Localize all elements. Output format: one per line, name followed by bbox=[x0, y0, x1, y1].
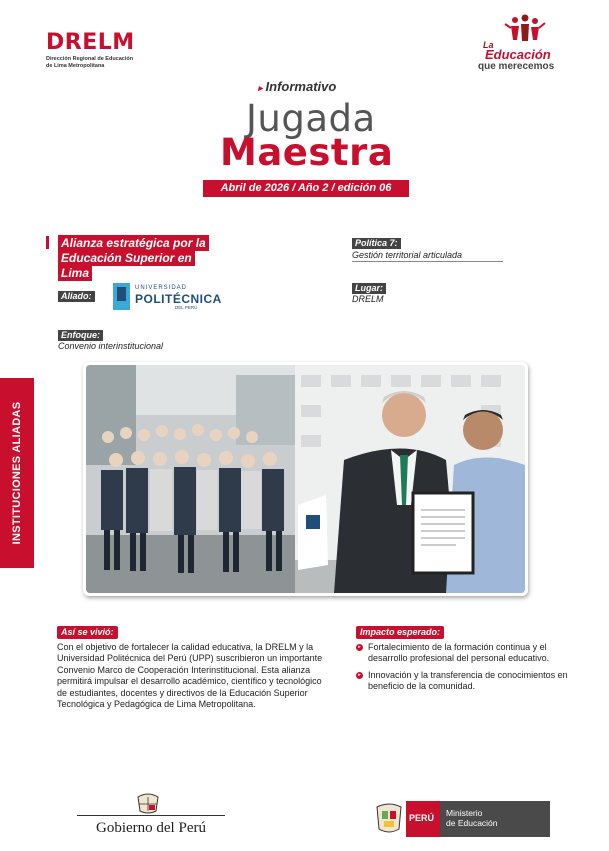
impacto-label: Impacto esperado: bbox=[356, 626, 444, 639]
topic-heading bbox=[58, 236, 220, 281]
lugar-label: Lugar: bbox=[352, 283, 386, 294]
event-photo bbox=[86, 365, 525, 593]
impacto-list bbox=[356, 642, 586, 698]
aliado-label: Aliado: bbox=[58, 291, 95, 302]
topic-accent-bar bbox=[46, 236, 49, 249]
drelm-subtitle: Dirección Regional de Educación de Lima Metropolitana bbox=[46, 56, 134, 69]
campaign-figures-icon bbox=[495, 14, 555, 44]
topic-text: Alianza estratégica por la Educación Superior en Lima bbox=[58, 235, 209, 281]
campaign-logo bbox=[473, 14, 563, 74]
lugar-value: DRELM bbox=[352, 294, 384, 304]
politica-divider bbox=[352, 261, 503, 262]
campaign-line2: Educación bbox=[485, 47, 551, 62]
list-item bbox=[356, 670, 586, 693]
list-item bbox=[356, 642, 586, 665]
bullet-icon: ▸ bbox=[356, 644, 363, 651]
upp-logo-line3: DEL PERÚ bbox=[175, 305, 198, 310]
minedu-peru-block bbox=[406, 801, 440, 837]
gobierno-del-peru: Gobierno del Perú bbox=[96, 820, 206, 836]
upp-logo bbox=[113, 283, 222, 313]
peru-coat-of-arms-icon bbox=[133, 793, 163, 815]
minedu-ministry-line2: de Educación bbox=[446, 818, 498, 828]
drelm-logo bbox=[46, 31, 136, 69]
asi-se-vivio-label: Así se vivió: bbox=[57, 626, 118, 639]
politica-label: Política 7: bbox=[352, 238, 401, 249]
masthead-title-line1: Jugada bbox=[246, 97, 376, 140]
upp-logo-line2: POLITÉCNICA bbox=[135, 292, 222, 306]
edition-badge: Abril de 2026 / Año 2 / edición 06 bbox=[203, 180, 409, 197]
impacto-item-1: Fortalecimiento de la formación continua y el desarrollo profesional del personal educativo. bbox=[368, 642, 550, 664]
minedu-ministry-block bbox=[440, 801, 550, 837]
upp-logo-line1: UNIVERSIDAD bbox=[135, 285, 188, 291]
asi-se-vivio-text: Con el objetivo de fortalecer la calidad educativa, la DRELM y la Universidad Politécnica del Perú (UPP) suscribieron un importante Convenio Marco de Cooperación Interinstitucional. Esta alianza permitirá impulsar el desarrollo académico, científico y tecnológico de estudiantes, docentes y directivos de la Educación Superior Tecnológica y Pedagógica de Lima Metropolitana. bbox=[57, 642, 323, 710]
masthead-title-line2: Maestra bbox=[220, 131, 394, 174]
campaign-line3: que merecemos bbox=[478, 61, 555, 72]
minedu-shield-icon bbox=[372, 801, 406, 837]
minedu-logo bbox=[372, 801, 550, 837]
politica-value: Gestión territorial articulada bbox=[352, 250, 463, 260]
kicker-bullet-icon: ▸ bbox=[258, 83, 263, 93]
kicker-text: Informativo bbox=[265, 79, 337, 94]
impacto-item-2: Innovación y la transferencia de conocimientos en beneficio de la comunidad. bbox=[368, 669, 568, 692]
minedu-peru-text: PERÚ bbox=[409, 813, 435, 823]
campaign-line1: La bbox=[483, 40, 494, 50]
bullet-icon: ▸ bbox=[356, 672, 363, 679]
event-photo-illustration bbox=[86, 365, 525, 593]
minedu-ministry-line1: Ministerio bbox=[446, 808, 483, 818]
side-tab-label: INSTITUCIONES ALIADAS bbox=[11, 401, 23, 545]
masthead-kicker bbox=[258, 79, 336, 94]
enfoque-value: Convenio interinstitucional bbox=[58, 341, 164, 351]
drelm-wordmark: DRELM bbox=[46, 30, 135, 55]
enfoque-label: Enfoque: bbox=[58, 330, 103, 341]
gobierno-divider bbox=[77, 815, 225, 816]
